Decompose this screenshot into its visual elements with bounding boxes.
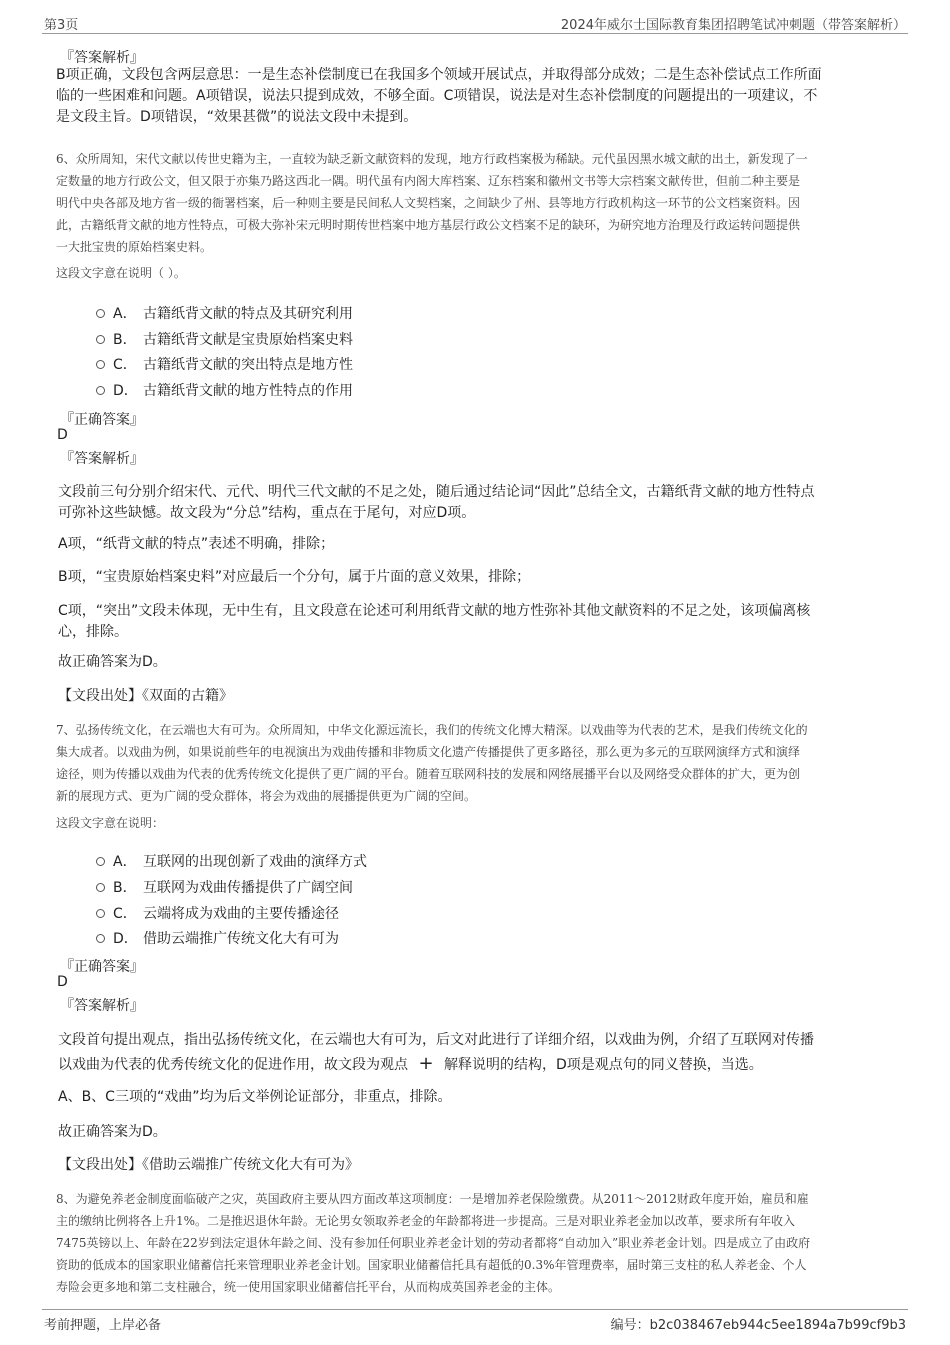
footer-divider	[42, 1309, 908, 1310]
option-text: 互联网为戏曲传播提供了广阔空间	[143, 880, 353, 896]
text-line: 7475英镑以上、年龄在22岁到法定退休年龄之间、没有参加任何职业养老金计划的劳动者都将“自动加入”职业养老金计划。四是成立了由政府	[56, 1236, 811, 1250]
plus-symbol: +	[418, 1053, 434, 1074]
q6-answer-label: 『正确答案』	[60, 412, 144, 428]
q6-option-a[interactable]	[96, 303, 353, 323]
q7-source: 【文段出处】《借助云端推广传统文化大有可为》	[58, 1157, 359, 1173]
q6-option-c[interactable]	[96, 354, 353, 374]
text-line: 明代中央各部及地方省一级的衙署档案，后一种则主要是民间私人文契档案，之间缺少了州、县等地方行政机构这一环节的公文档案资料。因	[56, 196, 801, 210]
q6-conclusion: 故正确答案为D。	[58, 654, 167, 670]
option-letter: B．	[113, 332, 137, 348]
text-line: 寿险会更多地和第二支柱融合，统一使用国家职业储蓄信托平台，从而构成英国养老金的主体。	[56, 1280, 561, 1294]
q7-stem	[56, 719, 898, 807]
radio-icon[interactable]	[96, 909, 105, 918]
option-text: 云端将成为戏曲的主要传播途径	[143, 906, 339, 922]
option-text: 古籍纸背文献是宝贵原始档案史料	[143, 332, 353, 348]
text-line: 文段前三句分别介绍宋代、元代、明代三代文献的不足之处，随后通过结论词“因此”总结全文，古籍纸背文献的地方性特点	[58, 484, 815, 500]
text-line: 临的一些困难和问题。A项错误，说法只提到成效，不够全面。C项错误，说法是对生态补偿制度的问题提出的一项建议，不	[56, 88, 818, 104]
option-letter: A．	[113, 306, 137, 322]
q7-answer-label: 『正确答案』	[60, 959, 144, 975]
option-text: 古籍纸背文献的突出特点是地方性	[143, 357, 353, 373]
text-line: C项，“突出”文段未体现，无中生有，且文段意在论述可利用纸背文献的地方性弥补其他文献资料的不足之处，该项偏离核	[58, 603, 811, 619]
q6-option-b[interactable]	[96, 329, 353, 349]
text-line: 是文段主旨。D项错误，“效果甚微”的说法文段中未提到。	[56, 109, 418, 125]
text-line: 主的缴纳比例将各上升1%。二是推迟退休年龄。无论男女领取养老金的年龄都将进一步提高。三是对职业养老金加以改革，要求所有年收入	[56, 1214, 796, 1228]
text-line	[58, 1052, 898, 1077]
q7-option-c[interactable]	[96, 903, 339, 923]
radio-icon[interactable]	[96, 335, 105, 344]
text-line: B项正确，文段包含两层意思：一是生态补偿制度已在我国多个领域开展试点，并取得部分成效；二是生态补偿试点工作所面	[56, 67, 822, 83]
q6-question: 这段文字意在说明（ ）。	[56, 266, 186, 280]
q6-stem	[56, 148, 898, 258]
q7-option-d[interactable]	[96, 928, 339, 948]
text-line: 文段首句提出观点，指出弘扬传统文化，在云端也大有可为，后文对此进行了详细介绍，以戏曲为例，介绍了互联网对传播	[58, 1032, 814, 1048]
text-line: 心，排除。	[58, 624, 128, 640]
q6-analysis-a: A项，“纸背文献的特点”表述不明确，排除；	[58, 536, 335, 552]
q6-analysis-b: B项，“宝贵原始档案史料”对应最后一个分句，属于片面的意义效果，排除；	[58, 569, 531, 585]
radio-icon[interactable]	[96, 883, 105, 892]
q7-answer: D	[57, 974, 68, 990]
radio-icon[interactable]	[96, 386, 105, 395]
text-line: 途径，则为传播以戏曲为代表的优秀传统文化提供了更广阔的平台。随着互联网科技的发展和网络展播平台以及网络受众群体的扩大，更为创	[56, 767, 801, 781]
option-text: 古籍纸背文献的地方性特点的作用	[143, 383, 353, 399]
option-text: 古籍纸背文献的特点及其研究利用	[143, 306, 353, 322]
option-letter: B．	[113, 880, 137, 896]
text-line: 此，古籍纸背文献的地方性特点，可极大弥补宋元明时期传世档案中地方基层行政公文档案不足的缺环，为研究地方治理及行政运转问题提供	[56, 218, 801, 232]
q7-option-a[interactable]	[96, 851, 367, 871]
text-segment: 以戏曲为代表的优秀传统文化的促进作用，故文段为观点	[58, 1057, 408, 1073]
radio-icon[interactable]	[96, 360, 105, 369]
text-line: 定数量的地方行政公文，但又限于亦集乃路这西北一隅。明代虽有内阁大库档案、辽东档案和徽州文书等大宗档案文献传世，但前二种主要是	[56, 174, 801, 188]
q7-question: 这段文字意在说明：	[56, 816, 165, 830]
q6-analysis-summary	[58, 482, 898, 524]
header-divider	[42, 33, 908, 34]
radio-icon[interactable]	[96, 857, 105, 866]
text-line: 集大成者。以戏曲为例，如果说前些年的电视演出为戏曲传播和非物质文化遗产传播提供了更多路径，那么更为多元的互联网演绎方式和演绎	[56, 745, 801, 759]
option-letter: D．	[113, 931, 138, 947]
text-line: 6、众所周知，宋代文献以传世史籍为主，一直较为缺乏新文献资料的发现，地方行政档案极为稀缺。元代虽因黑水城文献的出土，新发现了一	[56, 152, 808, 166]
text-line: 可弥补这些缺憾。故文段为“分总”结构，重点在于尾句，对应D项。	[58, 505, 476, 521]
document-code: 编号：b2c038467eb944c5ee1894a7b99cf9b3	[610, 1318, 906, 1333]
q6-analysis-c	[58, 601, 898, 643]
q7-conclusion: 故正确答案为D。	[58, 1124, 167, 1140]
text-segment: 解释说明的结构，D项是观点句的同义替换，当选。	[444, 1057, 763, 1073]
q5-analysis	[56, 65, 896, 128]
q5-analysis-label: 『答案解析』	[60, 50, 144, 66]
option-letter: C．	[113, 357, 137, 373]
document-title: 2024年威尔士国际教育集团招聘笔试冲刺题（带答案解析）	[560, 18, 906, 33]
text-line: 8、为避免养老金制度面临破产之灾，英国政府主要从四方面改革这项制度：一是增加养老保险缴费。从2011～2012财政年度开始，雇员和雇	[56, 1192, 809, 1206]
radio-icon[interactable]	[96, 934, 105, 943]
option-letter: A．	[113, 854, 137, 870]
option-letter: D．	[113, 383, 138, 399]
q7-analysis-summary	[58, 1029, 898, 1077]
q8-stem	[56, 1188, 898, 1298]
text-line: 7、弘扬传统文化，在云端也大有可为。众所周知，中华文化源远流长，我们的传统文化博大精深。以戏曲等为代表的艺术，是我们传统文化的	[56, 723, 808, 737]
option-text: 借助云端推广传统文化大有可为	[143, 931, 339, 947]
radio-icon[interactable]	[96, 309, 105, 318]
footer-slogan: 考前押题，上岸必备	[44, 1318, 162, 1333]
option-text: 互联网的出现创新了戏曲的演绎方式	[143, 854, 367, 870]
q7-analysis-label: 『答案解析』	[60, 998, 144, 1014]
text-line: 新的展现方式、更为广阔的受众群体，将会为戏曲的展播提供更为广阔的空间。	[56, 789, 477, 803]
page-number: 第3页	[44, 18, 79, 33]
q7-analysis-abc: A、B、C三项的“戏曲”均为后文举例论证部分，非重点，排除。	[58, 1089, 452, 1105]
text-line: 一大批宝贵的原始档案史料。	[56, 240, 213, 254]
q6-source: 【文段出处】《双面的古籍》	[58, 688, 233, 704]
q6-answer: D	[57, 427, 68, 443]
q6-option-d[interactable]	[96, 380, 353, 400]
text-line: 资助的低成本的国家职业储蓄信托来管理职业养老金计划。国家职业储蓄信托具有超低的0.3%年管理费率，届时第三支柱的私人养老金、个人	[56, 1258, 807, 1272]
q7-option-b[interactable]	[96, 877, 353, 897]
option-letter: C．	[113, 906, 137, 922]
q6-analysis-label: 『答案解析』	[60, 451, 144, 467]
